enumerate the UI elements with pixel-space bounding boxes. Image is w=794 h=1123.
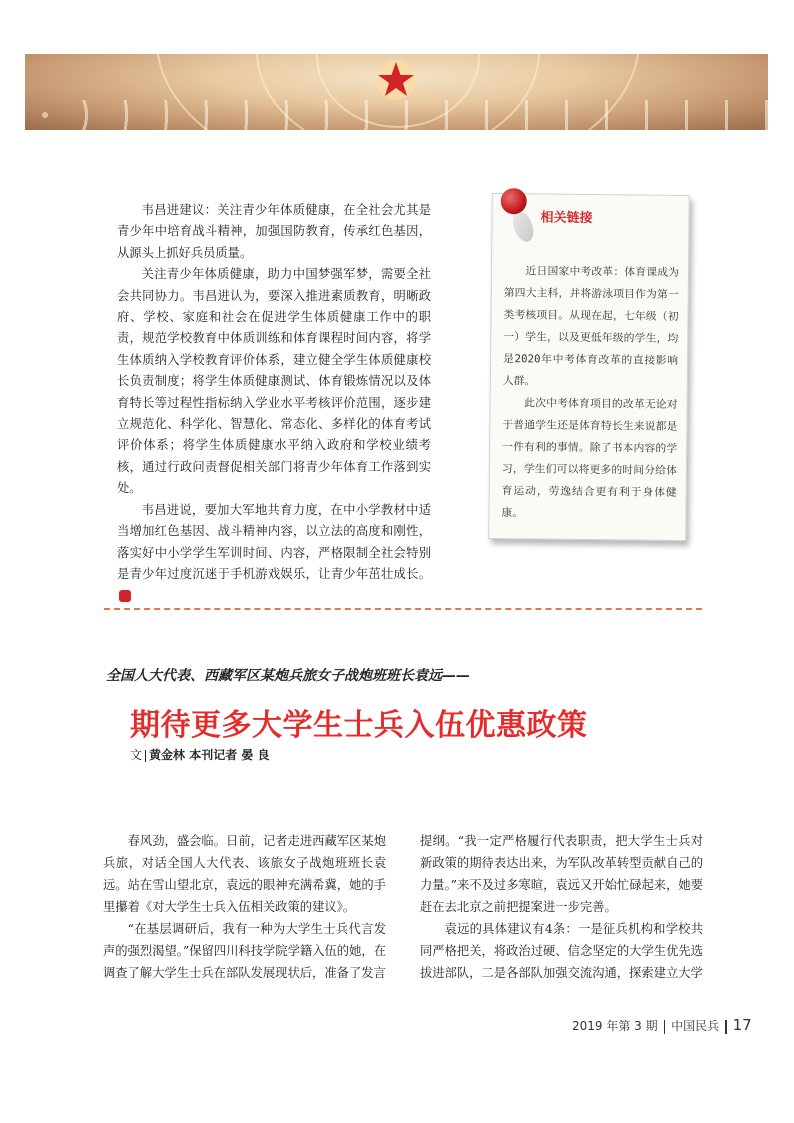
- paragraph: 提纲。“我一定严格履行代表职责，把大学生士兵对新政策的期待表达出来，为军队改革转型贡献自己的力量。”来不及过多寒暄，袁远又开始忙碌起来，她要赶在去北京之前把提案进一步完善。: [420, 834, 703, 914]
- section-divider: [104, 608, 702, 610]
- header-banner-image: [25, 54, 768, 130]
- paragraph: “在基层调研后，我有一种为大学生士兵代言发声的强烈渴望。”保留四川科技学院学籍入伍的她，在调查了解大学生士兵在部队发展现状后，准备了发言: [103, 922, 386, 980]
- footer-separator: [725, 1020, 727, 1034]
- kicker-text: 全国人大代表、西藏军区某炮兵旅女子战炮班班长袁远——: [106, 668, 470, 684]
- paragraph: 春风劲，盛会临。日前，记者走进西藏军区某炮兵旅，对话全国人大代表、该旅女子战炮班班长袁远。站在雪山望北京，袁远的眼神充满希冀，她的手里攥着《对大学生士兵入伍相关政策的建议》。: [103, 834, 386, 914]
- article-kicker: [106, 665, 470, 685]
- article-headline: 期待更多大学生士兵入伍优惠政策: [130, 708, 588, 743]
- byline-prefix: 文: [130, 748, 143, 762]
- article-left-column: [103, 830, 386, 984]
- paragraph-text: 韦昌进说，要加大军地共育力度，在中小学教材中适当增加红色基因、战斗精神内容，以立法的高度和刚性，落实好中小学学生军训时间、内容，严格限制全社会特别是青少年过度沉迷于手机游戏娱乐，让青少年茁壮成长。: [117, 502, 431, 581]
- sidebar-paragraph: 近日国家中考改革：体育课成为第四大主科，并将游泳项目作为第一类考核项目。从现在起，七年级（初一）学生，以及更低年级的学生，均是2020年中考体育改革的直接影响人群。: [502, 264, 680, 388]
- top-article-body: [117, 200, 431, 607]
- red-star-icon: [374, 58, 418, 102]
- byline: [130, 746, 270, 763]
- article-right-column: [420, 830, 703, 984]
- paragraph: 关注青少年体质健康，助力中国梦强军梦，需要全社会共同协力。韦昌进认为，要深入推进素质教育，明晰政府、学校、家庭和社会在促进学生体质健康工作中的职责，规范学校教育中体质训练和体育课程时间内容，将学生体质纳入学校教育评价体系，建立健全学生体质健康校长负责制度；将学生体质健康测试、体育锻炼情况以及体育特长等过程性指标纳入学业水平考核评价范围，逐步建立规范化、科学化、智慧化、常态化、多样化的体育考试评价体系；将学生体质健康水平纳入政府和学校业绩考核，通过行政问责督促相关部门将青少年体育工作落到实处。: [117, 267, 431, 496]
- sidebar-title: 相关链接: [540, 210, 593, 227]
- paragraph: [117, 500, 431, 607]
- page-footer: [572, 1016, 752, 1034]
- issue-label: 2019 年第 3 期: [572, 1019, 658, 1033]
- footer-separator: [664, 1020, 666, 1034]
- byline-separator: [145, 750, 146, 762]
- pushpin-icon: [501, 188, 527, 214]
- page-number: 17: [732, 1016, 752, 1034]
- paragraph: 袁远的具体建议有4条：一是征兵机构和学校共同严格把关，将政治过硬、信念坚定的大学生优先选拔进部队，二是各部队加强交流沟通，探索建立大学: [420, 922, 703, 980]
- end-mark-icon: 兵: [119, 590, 131, 602]
- pushpin-shadow: [510, 210, 537, 244]
- paragraph: 韦昌进建议：关注青少年体质健康，在全社会尤其是青少年中培育战斗精神，加强国防教育，传承红色基因，从源头上抓好兵员质量。: [117, 203, 431, 260]
- magazine-name: 中国民兵: [671, 1019, 720, 1033]
- sidebar-paragraph: 此次中考体育项目的改革无论对于普通学生还是体育特长生来说都是一件有利的事情。除了书本内容的学习，学生们可以将更多的时间分给体育运动，劳逸结合更有利于身体健康。: [501, 396, 678, 520]
- related-link-note: [488, 193, 690, 541]
- byline-authors: 黄金林 本刊记者 晏 良: [149, 748, 270, 762]
- ceiling-lights: [25, 100, 768, 130]
- sidebar-body: [501, 260, 679, 526]
